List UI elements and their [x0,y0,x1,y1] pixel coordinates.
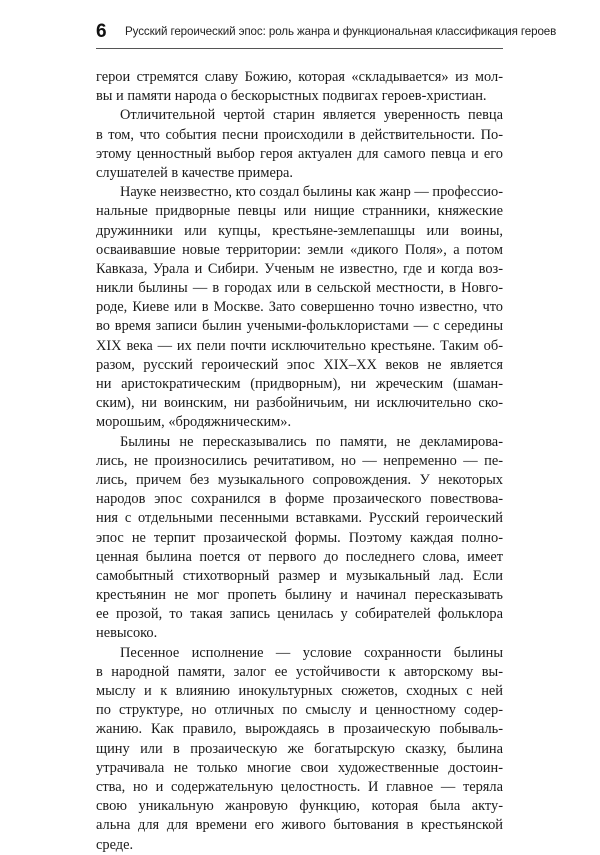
text-line: лись, причем без музыкального сопровождения. У некоторых [96,471,503,488]
text-line: среде. [96,836,134,853]
text-line: самобытный стихотворный размер и музыкальный лад. Если [96,567,503,584]
text-line: лись, не произносились речитативом, но — непременно — пе- [96,452,503,469]
text-line: по структуре, но отличных по смыслу и ценностному содер- [96,702,503,719]
text-line: крестьянин не мог пропеть былину и начинал пересказывать [96,587,503,604]
text-line: свою уникальную жанровую функцию, которая была акту- [96,798,503,815]
text-line: XIX века — их пели почти исключительно крестьяне. Таким об- [96,337,503,354]
text-line: невысоко. [96,625,158,642]
paragraph [96,644,503,855]
paragraph [96,433,503,644]
text-line: дружинники или купцы, крестьяне-землепашцы или воины, [96,222,503,239]
text-line: Кавказа, Урала и Сибири. Ученым не известно, где и когда воз- [96,260,503,277]
text-line: ее прозой, то такая запись ценилась у собирателей фольклора [96,606,503,623]
text-line: ни аристократическим (придворным), ни жреческим (шаман- [96,376,503,392]
text-line: щину или в прозаическую же богатырскую сказку, былина [96,740,503,757]
text-line: Песенное исполнение — условие сохранности былины [120,644,503,661]
text-line: ценная былина поется от первого до последнего слова, имеет [96,548,503,565]
text-line: альна для для времени его живого бытования в крестьянской [96,817,503,834]
text-line: разом, русский героический эпос XIX–XX веков не является [96,356,503,373]
page-number: 6 [96,21,107,42]
text-line: в том, что события песни происходили в действительности. По- [96,126,503,143]
text-line: этому ценностный выбор героя актуален для самого певца и его [96,145,503,162]
text-line: народов эпос сохранился в форме прозаического повествова- [96,491,503,508]
text-line: Науке неизвестно, кто создал былины как жанр — профессио- [120,184,503,201]
text-line: роде, Киеве или в Москве. Зато совершенно точно известно, что [96,299,503,316]
paragraph [96,68,503,106]
text-line: ния с отдельными песенными вставками. Русский героический [96,510,503,527]
text-line: жанию. Как правило, вырождаясь в прозаическую побываль- [96,721,503,738]
text-line: морошьим, «бродяжническим». [96,414,292,431]
text-line: никли былины — в городах или в сельской местности, в Новго- [96,280,503,297]
header-divider [96,48,503,49]
text-line: эпос не терпит прозаической формы. Поэтому каждая полно- [96,529,503,546]
text-line: Былины не пересказывались по памяти, не декламирова- [120,433,503,450]
body-text [96,68,503,855]
text-line: ства, но и содержательную целостность. И главное — теряла [96,778,503,795]
paragraph [96,106,503,183]
text-line: осваивавшие новые территории: земли «дикого Поля», а потом [96,241,503,258]
text-line: в народной памяти, залог ее устойчивости к авторскому вы- [96,663,503,680]
text-line: Отличительной чертой старин является уверенность певца [120,107,503,124]
text-line: вы и памяти народа о бескорыстных подвигах героев-христиан. [96,88,487,105]
text-line: герои стремятся славу Божию, которая «складывается» из мол- [96,69,503,85]
page-header [0,0,600,60]
text-line: нальные придворные певцы или нищие странники, княжеские [96,203,503,220]
text-line: ским), ни воинским, ни разбойничьим, ни исключительно ско- [96,395,503,412]
text-line: слушателей в качестве примера. [96,164,294,181]
paragraph [96,183,503,432]
text-line: утрачивала не только многие свои художественные достоин- [96,759,503,776]
text-line: во время записи былин учеными-фольклористами — с середины [96,318,503,335]
running-title: Русский героический эпос: роль жанра и функциональная классификация героев [125,25,557,38]
text-line: мыслу и к влиянию инокультурных сюжетов, сходных с ней [96,683,503,699]
